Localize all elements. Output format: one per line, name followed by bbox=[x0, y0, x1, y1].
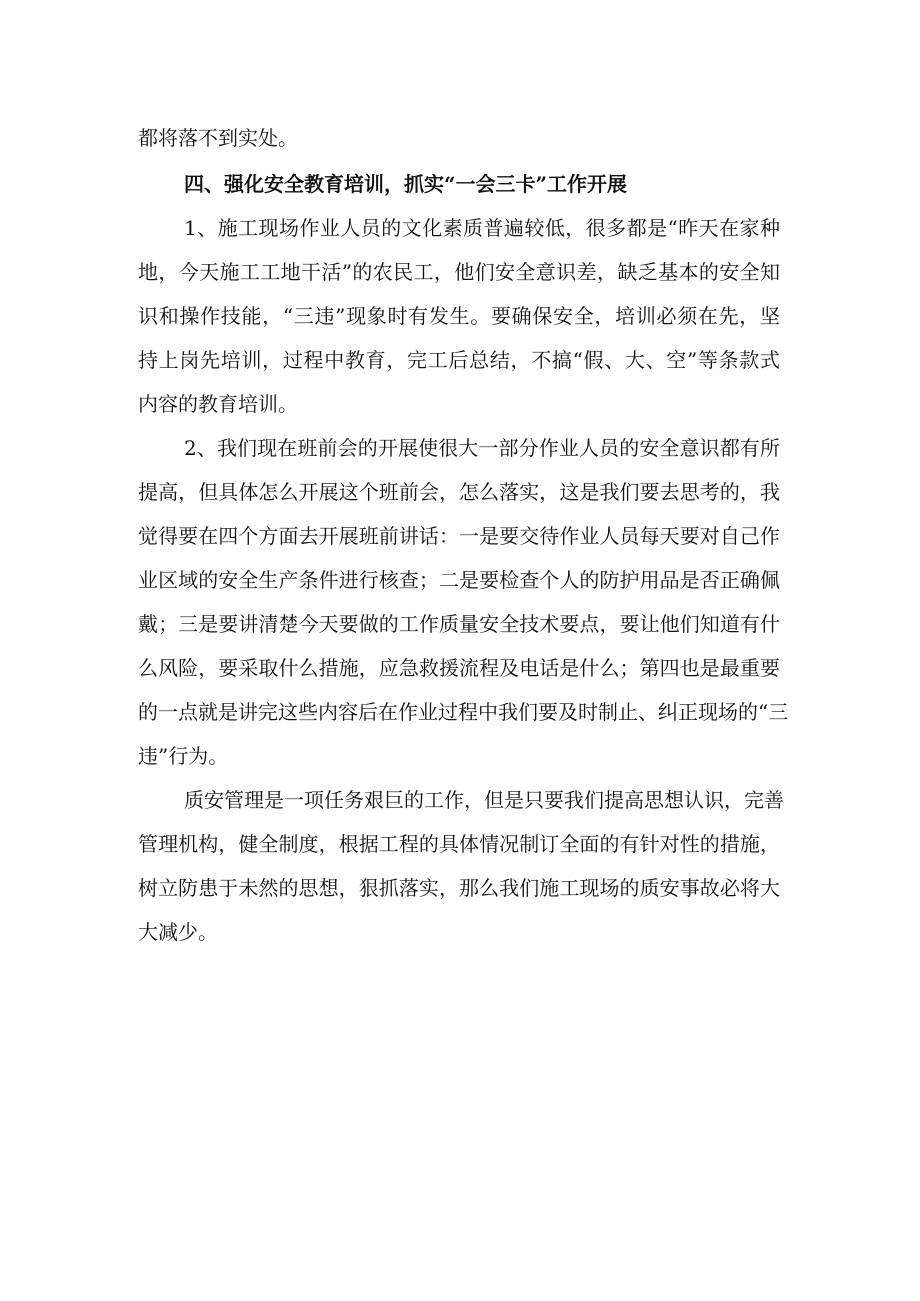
paragraph-2-line: 戴；三是要讲清楚今天要做的工作质量安全技术要点，要让他们知道有什 bbox=[138, 612, 780, 636]
paragraph-2-line: 2、我们现在班前会的开展使很大一部分作业人员的安全意识都有所 bbox=[184, 436, 780, 460]
paragraph-2-line: 么风险，要采取什么措施，应急救援流程及电话是什么；第四也是最重要 bbox=[138, 656, 780, 680]
paragraph-3-line: 大减少。 bbox=[138, 920, 218, 944]
paragraph-2-line: 提高，但具体怎么开展这个班前会，怎么落实，这是我们要去思考的，我 bbox=[138, 480, 780, 504]
paragraph-2-line: 违”行为。 bbox=[138, 744, 229, 768]
paragraph-3-line: 质安管理是一项任务艰巨的工作，但是只要我们提高思想认识，完善 bbox=[184, 788, 784, 812]
paragraph-1-line: 识和操作技能，“三违”现象时有发生。要确保安全，培训必须在先，坚 bbox=[138, 304, 780, 328]
paragraph-1-line: 1、施工现场作业人员的文化素质普遍较低，很多都是“昨天在家种 bbox=[184, 216, 780, 240]
paragraph-1-line: 持上岗先培训，过程中教育，完工后总结，不搞“假、大、空”等条款式 bbox=[138, 348, 780, 372]
paragraph-3-line: 树立防患于未然的思想，狠抓落实，那么我们施工现场的质安事故必将大 bbox=[138, 876, 780, 900]
paragraph-1-line: 内容的教育培训。 bbox=[138, 392, 298, 416]
paragraph-2-line: 的一点就是讲完这些内容后在作业过程中我们要及时制止、纠正现场的“三 bbox=[138, 700, 789, 724]
paragraph-3-line: 管理机构，健全制度，根据工程的具体情况制订全面的有针对性的措施， bbox=[138, 832, 780, 856]
paragraph-1-line: 地，今天施工工地干活”的农民工，他们安全意识差，缺乏基本的安全知 bbox=[138, 260, 780, 284]
paragraph-continuation-line: 都将落不到实处。 bbox=[138, 126, 298, 150]
paragraph-2-line: 觉得要在四个方面去开展班前讲话：一是要交待作业人员每天要对自己作 bbox=[138, 524, 780, 548]
paragraph-2-line: 业区域的安全生产条件进行核查；二是要检查个人的防护用品是否正确佩 bbox=[138, 568, 780, 592]
section-heading: 四、强化安全教育培训，抓实“一会三卡”工作开展 bbox=[184, 172, 628, 196]
